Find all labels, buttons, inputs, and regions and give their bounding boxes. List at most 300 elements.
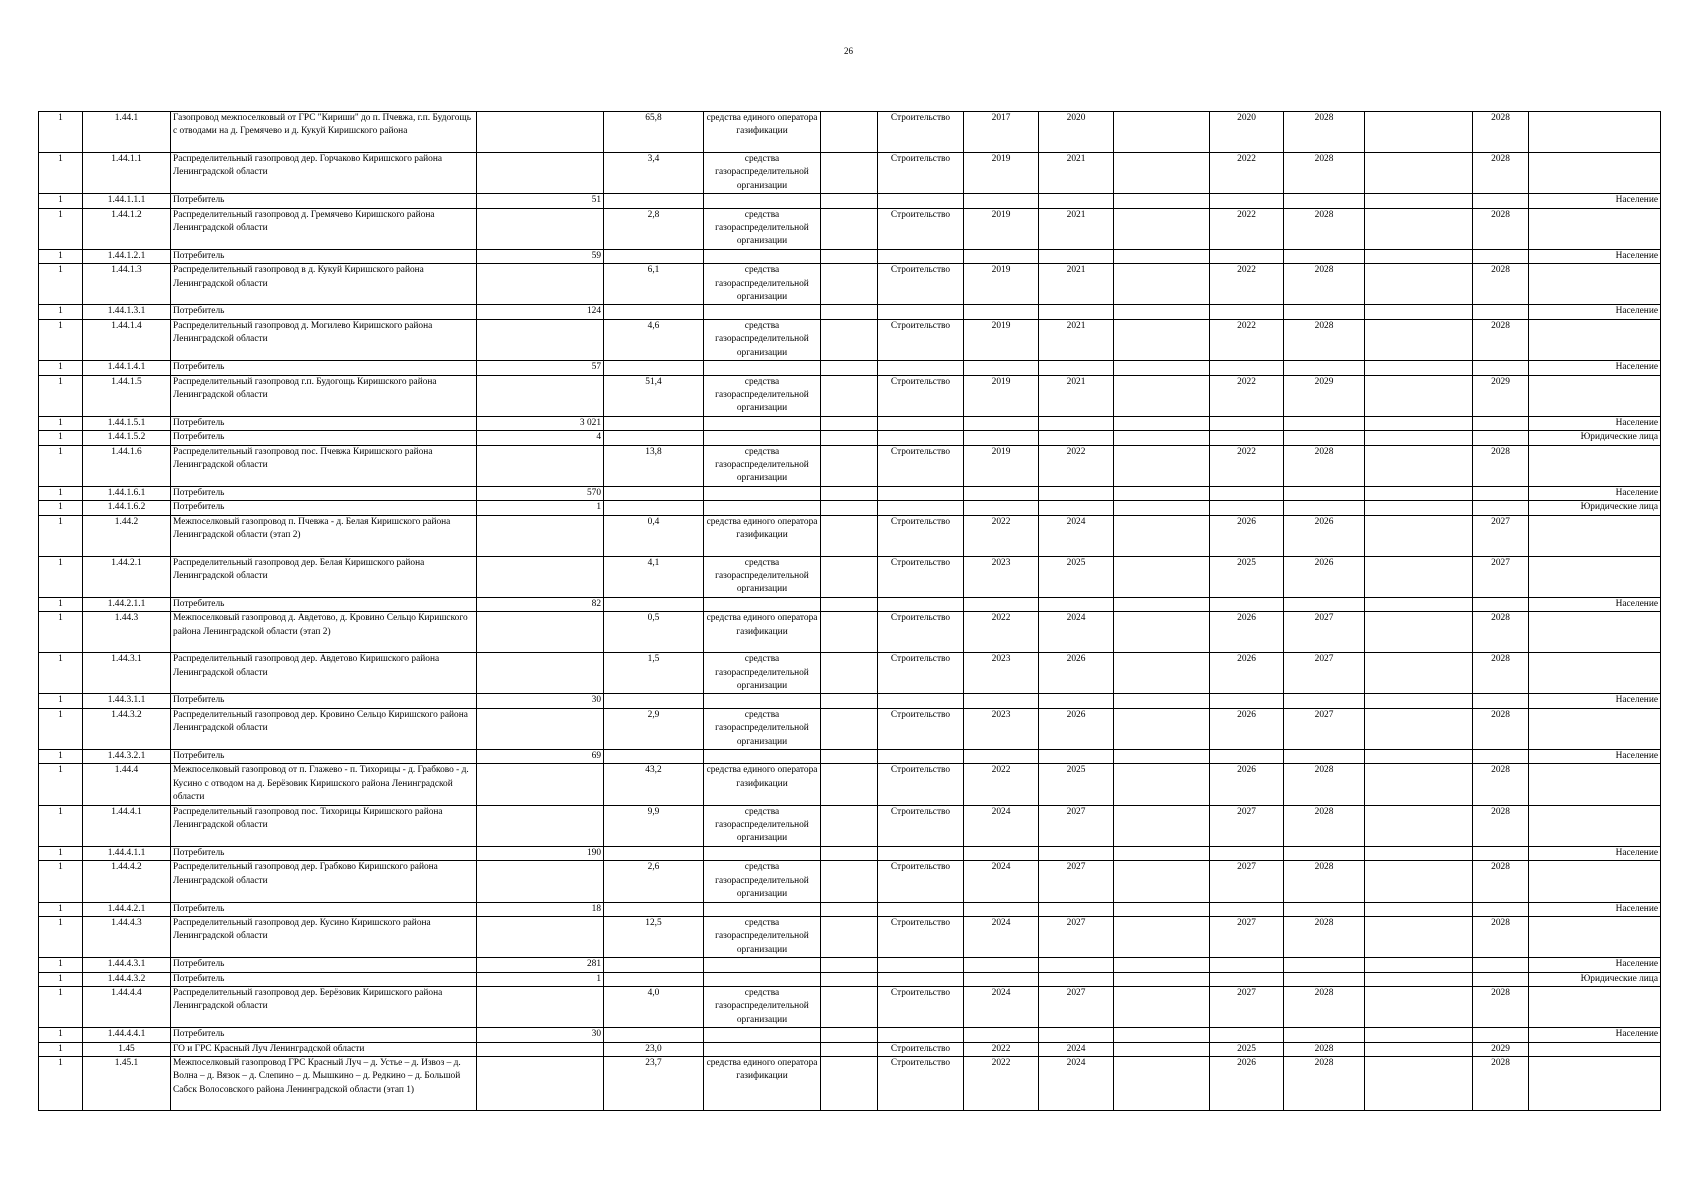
row-code: 1.45.1 [83,1056,171,1110]
empty-cell [821,361,878,375]
empty-cell [821,805,878,846]
empty-cell [1365,958,1473,972]
work-type: Строительство [878,264,964,305]
commissioning-year: 2025 [1210,1042,1284,1056]
consumer-count: 3 021 [477,416,604,430]
empty-cell [821,708,878,749]
completion-year: 2028 [1473,764,1529,805]
connection-year [1284,958,1365,972]
object-name: Потребитель [171,1028,477,1042]
table-row [39,846,1661,860]
row-group: 1 [39,1028,83,1042]
completion-year: 2028 [1473,319,1529,360]
start-year [964,694,1039,708]
empty-cell [1365,1028,1473,1042]
empty-cell [1365,805,1473,846]
connection-year: 2026 [1284,556,1365,597]
empty-cell [821,515,878,556]
consumer-category: Юридические лица [1529,431,1661,445]
object-name: ГО и ГРС Красный Луч Ленинградской области [171,1042,477,1056]
completion-year [1473,416,1529,430]
consumer-count: 190 [477,846,604,860]
length-km: 1,5 [604,653,704,694]
consumer-count: 281 [477,958,604,972]
commissioning-year [1210,597,1284,611]
row-group: 1 [39,486,83,500]
end-year: 2020 [1039,112,1114,153]
consumer-category [1529,764,1661,805]
empty-cell [821,112,878,153]
start-year [964,750,1039,764]
row-group: 1 [39,305,83,319]
completion-year: 2028 [1473,612,1529,653]
row-code: 1.44.1 [83,112,171,153]
empty-cell [1114,750,1210,764]
empty-cell [821,958,878,972]
commissioning-year: 2026 [1210,764,1284,805]
work-type: Строительство [878,861,964,902]
consumer-count [477,653,604,694]
commissioning-year: 2022 [1210,208,1284,249]
object-name: Распределительный газопровод дер. Горчаково Киришского района Ленинградской области [171,153,477,194]
completion-year [1473,694,1529,708]
row-group: 1 [39,112,83,153]
empty-cell [1365,861,1473,902]
consumer-count [477,153,604,194]
end-year: 2022 [1039,445,1114,486]
start-year [964,958,1039,972]
object-name: Потребитель [171,486,477,500]
empty-cell [1114,846,1210,860]
end-year [1039,972,1114,986]
commissioning-year [1210,1028,1284,1042]
length-km: 6,1 [604,264,704,305]
table-row [39,612,1661,653]
row-code: 1.44.3 [83,612,171,653]
empty-cell [1365,153,1473,194]
start-year: 2024 [964,805,1039,846]
object-name: Распределительный газопровод пос. Пчевжа Киришского района Ленинградской области [171,445,477,486]
consumer-count: 51 [477,194,604,208]
commissioning-year: 2026 [1210,1056,1284,1110]
length-km: 2,9 [604,708,704,749]
connection-year [1284,501,1365,515]
funding-source: средства газораспределительной организации [704,916,821,957]
funding-source: средства газораспределительной организации [704,445,821,486]
length-km [604,694,704,708]
row-code: 1.44.1.2.1 [83,249,171,263]
object-name: Распределительный газопровод в д. Кукуй Киришского района Ленинградской области [171,264,477,305]
consumer-category [1529,319,1661,360]
end-year: 2026 [1039,708,1114,749]
completion-year [1473,194,1529,208]
completion-year: 2028 [1473,208,1529,249]
connection-year: 2029 [1284,375,1365,416]
start-year [964,846,1039,860]
consumer-count [477,112,604,153]
empty-cell [1365,486,1473,500]
empty-cell [1365,264,1473,305]
row-group: 1 [39,902,83,916]
completion-year: 2028 [1473,805,1529,846]
consumer-category: Юридические лица [1529,972,1661,986]
consumer-category [1529,208,1661,249]
length-km [604,958,704,972]
connection-year [1284,750,1365,764]
empty-cell [821,861,878,902]
empty-cell [1365,653,1473,694]
commissioning-year: 2020 [1210,112,1284,153]
work-type: Строительство [878,112,964,153]
empty-cell [1114,902,1210,916]
commissioning-year [1210,501,1284,515]
object-name: Распределительный газопровод дер. Кровино Сельцо Киришского района Ленинградской области [171,708,477,749]
row-group: 1 [39,515,83,556]
empty-cell [1365,416,1473,430]
connection-year [1284,431,1365,445]
funding-source [704,416,821,430]
consumer-count: 57 [477,361,604,375]
empty-cell [1114,708,1210,749]
empty-cell [1114,501,1210,515]
connection-year [1284,486,1365,500]
consumer-category [1529,153,1661,194]
completion-year [1473,431,1529,445]
object-name: Распределительный газопровод д. Могилево Киришского района Ленинградской области [171,319,477,360]
object-name: Межпоселковый газопровод от п. Глажево - п. Тихорицы - д. Грабково - д. Кусино с отводом на д. Берёзовик Киришского района Ленинградской области [171,764,477,805]
connection-year [1284,416,1365,430]
end-year [1039,597,1114,611]
end-year [1039,846,1114,860]
empty-cell [1114,764,1210,805]
funding-source [704,431,821,445]
completion-year: 2029 [1473,1042,1529,1056]
table-row [39,501,1661,515]
funding-source [704,486,821,500]
consumer-category: Население [1529,305,1661,319]
row-group: 1 [39,612,83,653]
table-row [39,708,1661,749]
consumer-category [1529,445,1661,486]
work-type [878,431,964,445]
consumer-count [477,805,604,846]
consumer-category [1529,515,1661,556]
work-type [878,361,964,375]
consumer-count: 124 [477,305,604,319]
empty-cell [821,1056,878,1110]
consumer-count [477,612,604,653]
empty-cell [821,208,878,249]
connection-year [1284,597,1365,611]
funding-source [704,249,821,263]
row-group: 1 [39,708,83,749]
table-row [39,319,1661,360]
empty-cell [1365,249,1473,263]
empty-cell [821,972,878,986]
empty-cell [1365,694,1473,708]
end-year: 2027 [1039,805,1114,846]
empty-cell [1365,431,1473,445]
empty-cell [1114,431,1210,445]
object-name: Потребитель [171,958,477,972]
object-name: Распределительный газопровод дер. Берёзовик Киришского района Ленинградской области [171,986,477,1027]
row-code: 1.44.2.1.1 [83,597,171,611]
empty-cell [1365,375,1473,416]
commissioning-year: 2025 [1210,556,1284,597]
work-type [878,597,964,611]
start-year: 2022 [964,515,1039,556]
empty-cell [1365,556,1473,597]
end-year: 2024 [1039,1056,1114,1110]
empty-cell [821,750,878,764]
start-year [964,194,1039,208]
table-row [39,208,1661,249]
consumer-category: Население [1529,249,1661,263]
consumer-category: Население [1529,750,1661,764]
connection-year [1284,1028,1365,1042]
consumer-category [1529,264,1661,305]
completion-year: 2028 [1473,916,1529,957]
funding-source [704,972,821,986]
row-group: 1 [39,764,83,805]
completion-year: 2028 [1473,264,1529,305]
row-group: 1 [39,361,83,375]
consumer-category: Население [1529,416,1661,430]
row-code: 1.44.3.1 [83,653,171,694]
work-type: Строительство [878,764,964,805]
row-code: 1.44.1.5.2 [83,431,171,445]
completion-year: 2027 [1473,556,1529,597]
start-year [964,902,1039,916]
funding-source [704,501,821,515]
empty-cell [821,902,878,916]
empty-cell [1114,972,1210,986]
row-code: 1.44.1.2 [83,208,171,249]
empty-cell [1114,612,1210,653]
empty-cell [821,694,878,708]
completion-year [1473,958,1529,972]
row-code: 1.44.1.4.1 [83,361,171,375]
empty-cell [1114,805,1210,846]
table-row [39,597,1661,611]
connection-year [1284,846,1365,860]
end-year [1039,486,1114,500]
commissioning-year: 2027 [1210,805,1284,846]
consumer-category: Население [1529,846,1661,860]
consumer-count [477,916,604,957]
consumer-category [1529,556,1661,597]
end-year: 2027 [1039,916,1114,957]
row-code: 1.44.2 [83,515,171,556]
funding-source: средства газораспределительной организации [704,153,821,194]
end-year: 2024 [1039,1042,1114,1056]
length-km [604,249,704,263]
work-type [878,694,964,708]
consumer-category: Население [1529,361,1661,375]
row-code: 1.44.1.3.1 [83,305,171,319]
empty-cell [1114,694,1210,708]
table-row [39,902,1661,916]
consumer-count [477,1056,604,1110]
consumer-category [1529,916,1661,957]
end-year [1039,958,1114,972]
consumer-category [1529,112,1661,153]
empty-cell [1114,319,1210,360]
table-row [39,972,1661,986]
consumer-category [1529,805,1661,846]
end-year [1039,902,1114,916]
connection-year: 2028 [1284,916,1365,957]
end-year [1039,416,1114,430]
empty-cell [1365,361,1473,375]
start-year: 2022 [964,1056,1039,1110]
empty-cell [1114,194,1210,208]
object-name: Потребитель [171,750,477,764]
connection-year [1284,972,1365,986]
length-km: 9,9 [604,805,704,846]
commissioning-year: 2026 [1210,653,1284,694]
object-name: Потребитель [171,694,477,708]
start-year: 2019 [964,445,1039,486]
empty-cell [821,194,878,208]
object-name: Распределительный газопровод дер. Белая Киришского района Ленинградской области [171,556,477,597]
funding-source [704,305,821,319]
row-code: 1.44.1.1 [83,153,171,194]
funding-source: средства единого оператора газификации [704,112,821,153]
work-type [878,501,964,515]
row-group: 1 [39,846,83,860]
empty-cell [1365,319,1473,360]
commissioning-year [1210,958,1284,972]
connection-year: 2028 [1284,112,1365,153]
empty-cell [1365,515,1473,556]
consumer-count: 69 [477,750,604,764]
start-year [964,249,1039,263]
length-km [604,501,704,515]
connection-year: 2027 [1284,708,1365,749]
connection-year: 2028 [1284,264,1365,305]
start-year [964,305,1039,319]
connection-year: 2028 [1284,1042,1365,1056]
work-type: Строительство [878,916,964,957]
row-code: 1.44.4.1.1 [83,846,171,860]
table-row [39,431,1661,445]
connection-year: 2027 [1284,612,1365,653]
length-km: 51,4 [604,375,704,416]
funding-source [704,750,821,764]
row-group: 1 [39,597,83,611]
work-type: Строительство [878,805,964,846]
end-year [1039,1028,1114,1042]
table-row [39,249,1661,263]
consumer-count [477,264,604,305]
empty-cell [1114,1042,1210,1056]
work-type [878,194,964,208]
length-km [604,361,704,375]
funding-source [704,958,821,972]
object-name: Распределительный газопровод д. Гремячево Киришского района Ленинградской области [171,208,477,249]
start-year: 2022 [964,1042,1039,1056]
end-year [1039,194,1114,208]
consumer-category [1529,986,1661,1027]
completion-year: 2028 [1473,1056,1529,1110]
commissioning-year [1210,194,1284,208]
connection-year: 2028 [1284,986,1365,1027]
object-name: Распределительный газопровод пос. Тихорицы Киришского района Ленинградской области [171,805,477,846]
start-year: 2022 [964,764,1039,805]
connection-year: 2028 [1284,764,1365,805]
length-km: 0,5 [604,612,704,653]
row-code: 1.44.3.2.1 [83,750,171,764]
row-code: 1.44.3.1.1 [83,694,171,708]
funding-source: средства единого оператора газификации [704,1056,821,1110]
length-km: 4,1 [604,556,704,597]
object-name: Потребитель [171,972,477,986]
end-year: 2021 [1039,264,1114,305]
work-type [878,750,964,764]
connection-year [1284,361,1365,375]
row-code: 1.44.1.5.1 [83,416,171,430]
empty-cell [1365,208,1473,249]
funding-source [704,1028,821,1042]
completion-year: 2028 [1473,653,1529,694]
length-km: 23,7 [604,1056,704,1110]
work-type: Строительство [878,445,964,486]
length-km [604,194,704,208]
empty-cell [821,153,878,194]
end-year: 2021 [1039,319,1114,360]
length-km: 23,0 [604,1042,704,1056]
table-row [39,805,1661,846]
table-row [39,1028,1661,1042]
completion-year: 2028 [1473,861,1529,902]
work-type [878,958,964,972]
completion-year [1473,361,1529,375]
row-code: 1.44.2.1 [83,556,171,597]
connection-year: 2027 [1284,653,1365,694]
row-group: 1 [39,750,83,764]
table-row [39,694,1661,708]
row-code: 1.44.1.6.2 [83,501,171,515]
table-row [39,264,1661,305]
work-type: Строительство [878,708,964,749]
start-year: 2019 [964,375,1039,416]
consumer-count: 59 [477,249,604,263]
empty-cell [821,264,878,305]
connection-year: 2028 [1284,861,1365,902]
empty-cell [821,1042,878,1056]
empty-cell [1114,249,1210,263]
object-name: Потребитель [171,597,477,611]
consumer-category: Население [1529,194,1661,208]
table-row [39,416,1661,430]
row-group: 1 [39,861,83,902]
consumer-category [1529,861,1661,902]
end-year: 2027 [1039,986,1114,1027]
empty-cell [821,597,878,611]
empty-cell [1365,750,1473,764]
object-name: Потребитель [171,501,477,515]
funding-source [704,694,821,708]
consumer-category: Юридические лица [1529,501,1661,515]
table-row [39,375,1661,416]
completion-year [1473,972,1529,986]
consumer-category: Население [1529,1028,1661,1042]
connection-year: 2026 [1284,515,1365,556]
completion-year [1473,305,1529,319]
start-year: 2017 [964,112,1039,153]
empty-cell [1114,361,1210,375]
